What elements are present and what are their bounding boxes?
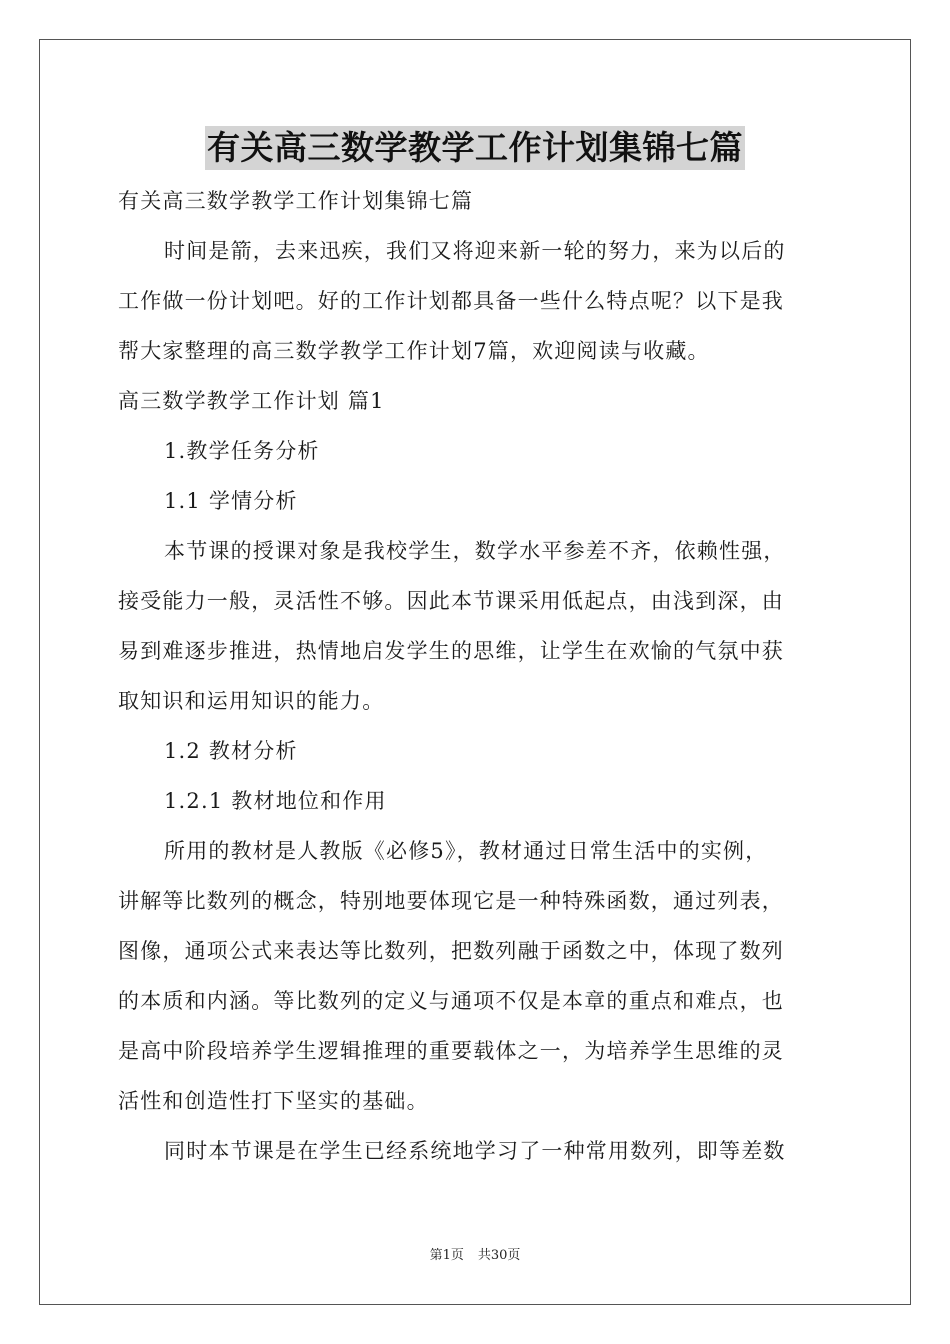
text-line: 时间是箭，去来迅疾，我们又将迎来新一轮的努力，来为以后的 <box>164 239 786 263</box>
text-line: 的本质和内涵。等比数列的定义与通项不仅是本章的重点和难点，也 <box>118 989 784 1013</box>
page-number: 第1页 <box>429 1248 464 1263</box>
document-body <box>118 176 834 1176</box>
text-line: 是高中阶段培养学生逻辑推理的重要载体之一，为培养学生思维的灵 <box>118 1039 784 1063</box>
title-container <box>0 126 950 170</box>
text-line: 所用的教材是人教版《必修5》，教材通过日常生活中的实例， <box>164 839 768 863</box>
text-line: 有关高三数学教学工作计划集锦七篇 <box>118 189 474 213</box>
text-line: 帮大家整理的高三数学教学工作计划7篇，欢迎阅读与收藏。 <box>118 339 710 363</box>
text-line: 活性和创造性打下坚实的基础。 <box>118 1089 429 1113</box>
text-line: 本节课的授课对象是我校学生，数学水平参差不齐，依赖性强， <box>164 539 786 563</box>
text-line: 易到难逐步推进，热情地启发学生的思维，让学生在欢愉的气氛中获 <box>118 639 784 663</box>
text-line: 工作做一份计划吧。好的工作计划都具备一些什么特点呢？以下是我 <box>118 289 784 313</box>
text-line: 讲解等比数列的概念，特别地要体现它是一种特殊函数，通过列表， <box>118 889 784 913</box>
page-total: 共30页 <box>477 1248 521 1263</box>
text-line: 取知识和运用知识的能力。 <box>118 689 385 713</box>
text-line: 1.1 学情分析 <box>164 489 298 513</box>
document-title: 有关高三数学教学工作计划集锦七篇 <box>205 126 745 170</box>
text-line: 1.2.1 教材地位和作用 <box>164 789 387 813</box>
text-line: 高三数学教学工作计划 篇1 <box>118 389 385 413</box>
text-line: 同时本节课是在学生已经系统地学习了一种常用数列，即等差数 <box>164 1139 786 1163</box>
text-line: 1.2 教材分析 <box>164 739 298 763</box>
text-line: 图像，通项公式来表达等比数列，把数列融于函数之中，体现了数列 <box>118 939 784 963</box>
text-line: 1.教学任务分析 <box>164 439 320 463</box>
page-footer <box>0 1246 950 1266</box>
text-line: 接受能力一般，灵活性不够。因此本节课采用低起点，由浅到深，由 <box>118 589 784 613</box>
